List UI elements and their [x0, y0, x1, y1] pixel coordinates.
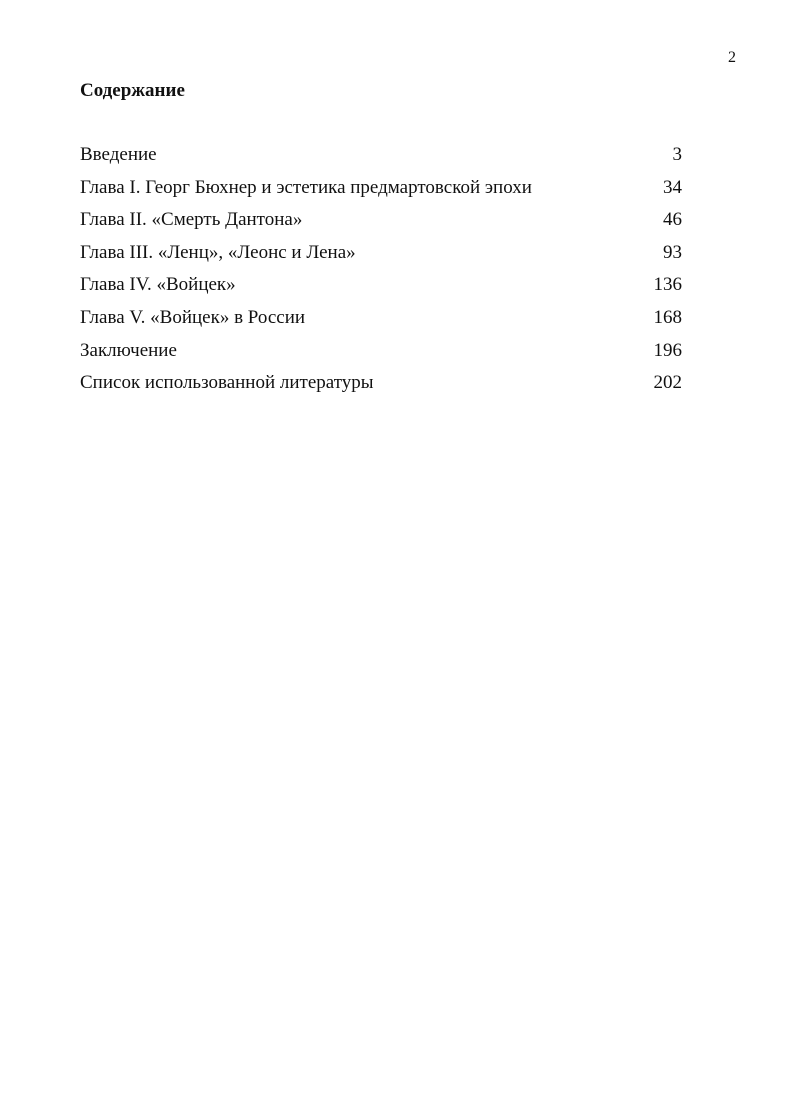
toc-entry-chapter-3 — [80, 242, 720, 275]
table-of-contents — [80, 144, 720, 405]
toc-entry-label: Глава III. «Ленц», «Леонс и Лена» — [80, 241, 356, 263]
toc-entry-label: Глава I. Георг Бюхнер и эстетика предмартовской эпохи — [80, 176, 532, 198]
toc-entry-chapter-4 — [80, 274, 720, 307]
toc-title: Содержание — [80, 80, 185, 101]
toc-entry-label: Глава IV. «Войцек» — [80, 274, 236, 296]
toc-entry-label: Список использованной литературы — [80, 372, 374, 394]
toc-entry-page: 196 — [653, 339, 682, 361]
toc-entry-conclusion — [80, 340, 720, 373]
toc-entry-page: 136 — [653, 274, 682, 296]
toc-entry-page: 46 — [663, 209, 682, 231]
toc-entry-label: Глава II. «Смерть Дантона» — [80, 209, 303, 231]
toc-entry-chapter-1 — [80, 177, 720, 210]
toc-entry-page: 93 — [663, 241, 682, 263]
toc-entry-page: 3 — [672, 144, 682, 165]
toc-entry-label: Введение — [80, 144, 157, 165]
toc-entry-label: Заключение — [80, 339, 177, 361]
toc-entry-chapter-2 — [80, 209, 720, 242]
toc-entry-page: 34 — [663, 176, 682, 198]
toc-entry-page: 168 — [653, 306, 682, 328]
toc-entry-chapter-5 — [80, 307, 720, 340]
toc-entry-page: 202 — [653, 372, 682, 394]
toc-entry-bibliography — [80, 372, 720, 405]
toc-entry-introduction — [80, 144, 720, 177]
page-number: 2 — [728, 49, 736, 66]
toc-entry-label: Глава V. «Войцек» в России — [80, 306, 306, 328]
